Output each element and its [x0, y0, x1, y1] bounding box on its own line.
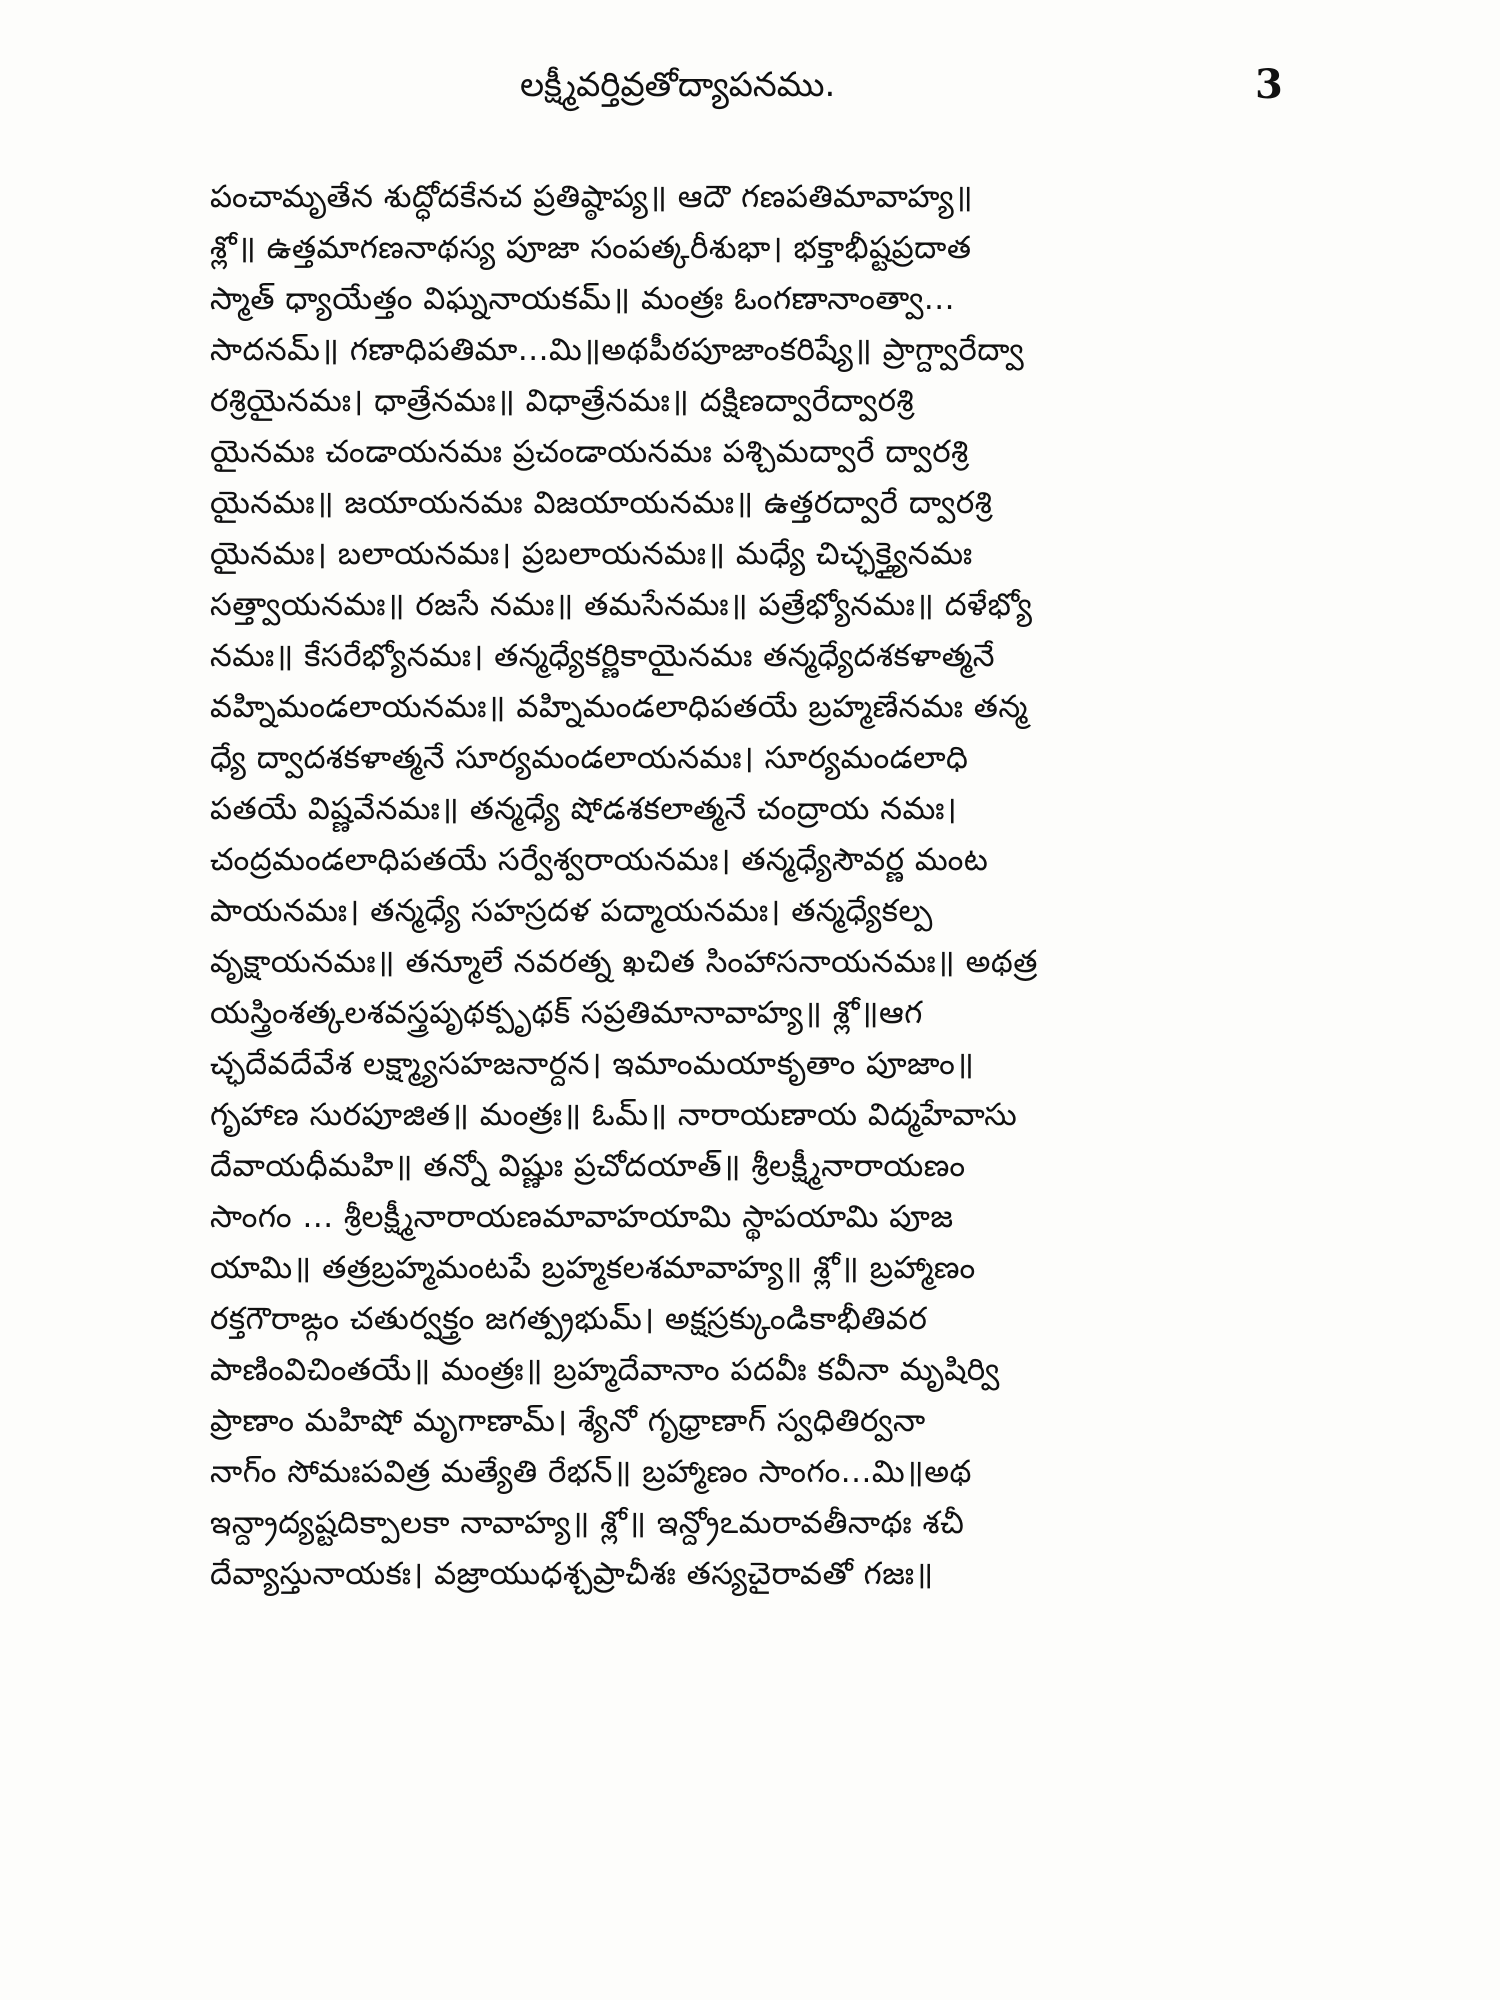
text-line: సత్త్వాయనమః॥ రజసే నమః॥ తమసేనమః॥ పత్రేభ్యోనమః॥ దళేభ్యో — [210, 587, 1033, 623]
page-number: 3 — [1255, 61, 1283, 108]
text-line: దేవ్యాస్తునాయకః। వజ్రాయుధశ్చప్రాచీశః తస్యచైరావతో గజః॥ — [210, 1556, 934, 1592]
text-line: స్మాత్ ధ్యాయేత్తం విఘ్ననాయకమ్॥ మంత్రః ఓంగణానాంత్వా... — [210, 281, 955, 317]
text-line: గృహాణ సురపూజిత॥ మంత్రః॥ ఓమ్॥ నారాయణాయ విద్మహేవాసు — [210, 1097, 1018, 1133]
text-line: వృక్షాయనమః॥ తన్మూలే నవరత్న ఖచిత సింహాసనాయనమః॥ అథత్ర — [210, 944, 1038, 980]
text-line: పాయనమః। తన్మధ్యే సహస్రదళ పద్మాయనమః। తన్మధ్యేకల్ప — [210, 893, 933, 929]
text-line: దేవాయధీమహి॥ తన్నో విష్ణుః ప్రచోదయాత్॥ శ్రీలక్ష్మీనారాయణం — [210, 1148, 966, 1184]
text-line: యైనమః। బలాయనమః। ప్రబలాయనమః॥ మధ్యే చిచ్ఛక్త్యైనమః — [210, 536, 973, 572]
text-line: పతయే విష్ణవేనమః॥ తన్మధ్యే షోడశకలాత్మనే చంద్రాయ నమః। — [210, 791, 958, 827]
text-line: చ్ఛదేవదేవేశ లక్ష్మ్యాసహజనార్దన। ఇమాంమయాకృతాం పూజాం॥ — [210, 1046, 975, 1082]
text-line: వహ్నిమండలాయనమః॥ వహ్నిమండలాధిపతయే బ్రహ్మణేనమః తన్మ — [210, 689, 1028, 725]
body-text — [210, 172, 1310, 1600]
text-line: యామి॥ తత్రబ్రహ్మమంటపే బ్రహ్మకలశమావాహ్య॥ శ్లో॥ బ్రహ్మాణం — [210, 1250, 976, 1286]
text-line: సాదనమ్॥ గణాధిపతిమా...మి॥అథపీఠపూజాంకరిష్యే॥ ప్రాగ్ద్వారేద్వా — [210, 332, 1025, 368]
text-line: యైనమః చండాయనమః ప్రచండాయనమః పశ్చిమద్వారే ద్వారశ్రి — [210, 434, 969, 470]
text-line: యస్త్రింశత్కలశవస్త్రపృథక్పృథక్ సప్రతిమానావాహ్య॥ శ్లో॥ఆగ — [210, 995, 923, 1031]
text-line: చంద్రమండలాధిపతయే సర్వేశ్వరాయనమః। తన్మధ్యేసౌవర్ణ మంట — [210, 842, 989, 878]
text-line: పాణింవిచింతయే॥ మంత్రః॥ బ్రహ్మదేవానాం పదవీః కవీనా మృషిర్వి — [210, 1352, 1000, 1388]
running-title: లక్ష్మీవర్తివ్రతోద్యాపనము. — [520, 65, 836, 105]
text-line: ఇన్ద్రాద్యష్టదిక్పాలకా నావాహ్య॥ శ్లో॥ ఇన్ద్రోఽమరావతీనాథః శచీ — [210, 1505, 965, 1541]
text-line: నమః॥ కేసరేభ్యోనమః। తన్మధ్యేకర్ణికాయైనమః తన్మధ్యేదశకళాత్మనే — [210, 638, 996, 674]
text-line: రక్తగౌరాఙ్గం చతుర్వక్త్రం జగత్ప్రభుమ్। అక్షస్రక్కుండికాభీతివర — [210, 1301, 928, 1337]
text-line: రశ్రియైనమః। ధాత్రేనమః॥ విధాత్రేనమః॥ దక్షిణద్వారేద్వారశ్రి — [210, 383, 915, 419]
text-line: ప్రాణాం మహిషో మృగాణామ్। శ్యేనో గృధ్రాణాగ్ స్వధితిర్వనా — [210, 1403, 926, 1439]
text-line: ధ్యే ద్వాదశకళాత్మనే సూర్యమండలాయనమః। సూర్యమండలాధి — [210, 740, 969, 776]
text-line: సాంగం ... శ్రీలక్ష్మీనారాయణమావాహయామి స్థాపయామి పూజ — [210, 1199, 954, 1235]
text-line: శ్లో॥ ఉత్తమాగణనాథస్య పూజా సంపత్కరీశుభా। భక్తాభీష్టప్రదాత — [210, 230, 972, 266]
text-line: నాగ్ం సోమఃపవిత్ర మత్యేతి రేభన్॥ బ్రహ్మాణం సాంగం...మి॥అథ — [210, 1454, 972, 1490]
text-line: యైనమః॥ జయాయనమః విజయాయనమః॥ ఉత్తరద్వారే ద్వారశ్రి — [210, 485, 993, 521]
text-line: పంచామృతేన శుద్ధోదకేనచ ప్రతిష్ఠాప్య॥ ఆదౌ గణపతిమావాహ్య॥ — [210, 179, 974, 215]
